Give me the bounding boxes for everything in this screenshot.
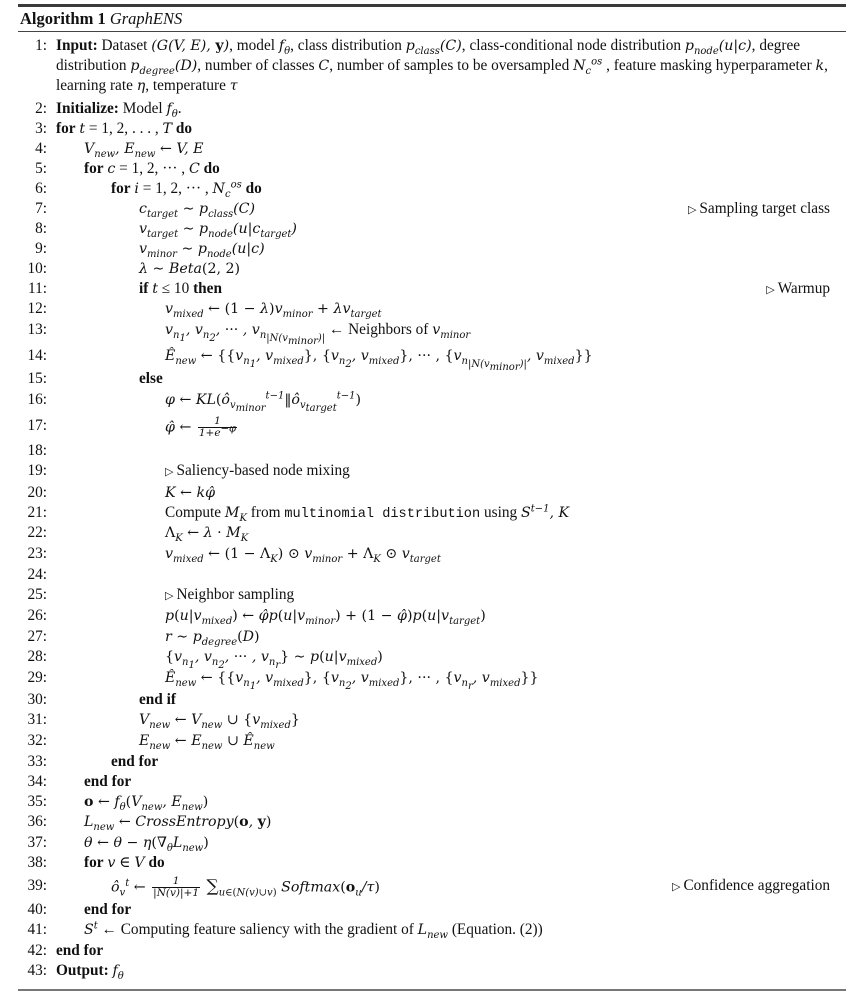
comment-confidence-aggregation: ▷ Confidence aggregation bbox=[671, 877, 830, 894]
input-paragraph: Input: Dataset (G(V, E), y), model $f_\theta$, class distribution $p_{class}(C)$, class-conditional node distribution $p_{node}(u|c)$, degree distribution $p_{degree}(D)$, number of classes C, number of samples to be oversampled $N_c^{os}$ , feature masking hyperparameter k, learning rate η, temperature τ bbox=[56, 37, 828, 94]
algorithm-name: GraphENS bbox=[109, 9, 183, 28]
comment-saliency-mixing: ▷ Saliency-based node mixing bbox=[165, 462, 350, 479]
header-rule bbox=[18, 31, 846, 32]
algo-line-7: 7: $c_{target}$ ∼ $p_{class}(C)$ ▷ Sampling target class bbox=[35, 200, 830, 220]
algo-line-39: 39: $ô_v^t$ ← $\frac{1}{|N(v)|+1}$ $\sum_{u\in(N(v)\cup v)}$ $Softmax(o_u/\tau)$ ▷ Confidence aggregation bbox=[27, 875, 830, 899]
comment-triangle-icon: ▷ bbox=[687, 203, 697, 216]
comment-sampling-target-class: ▷ Sampling target class bbox=[687, 200, 830, 217]
line-number: 1: bbox=[35, 37, 47, 54]
bottom-rule bbox=[18, 989, 846, 991]
algorithm-label: Algorithm 1 bbox=[20, 9, 106, 28]
algorithm-header bbox=[20, 9, 182, 29]
comment-triangle-icon: ▷ bbox=[165, 589, 174, 602]
comment-triangle-icon: ▷ bbox=[671, 880, 681, 893]
comment-neighbor-sampling: ▷ Neighbor sampling bbox=[165, 586, 295, 603]
comment-warmup: ▷ Warmup bbox=[766, 280, 830, 297]
top-rule bbox=[18, 4, 846, 7]
comment-triangle-icon: ▷ bbox=[165, 465, 174, 478]
comment-triangle-icon: ▷ bbox=[766, 283, 775, 296]
algo-line-11: 11: if t ≤ 10 then ▷ Warmup bbox=[0, 279, 846, 299]
